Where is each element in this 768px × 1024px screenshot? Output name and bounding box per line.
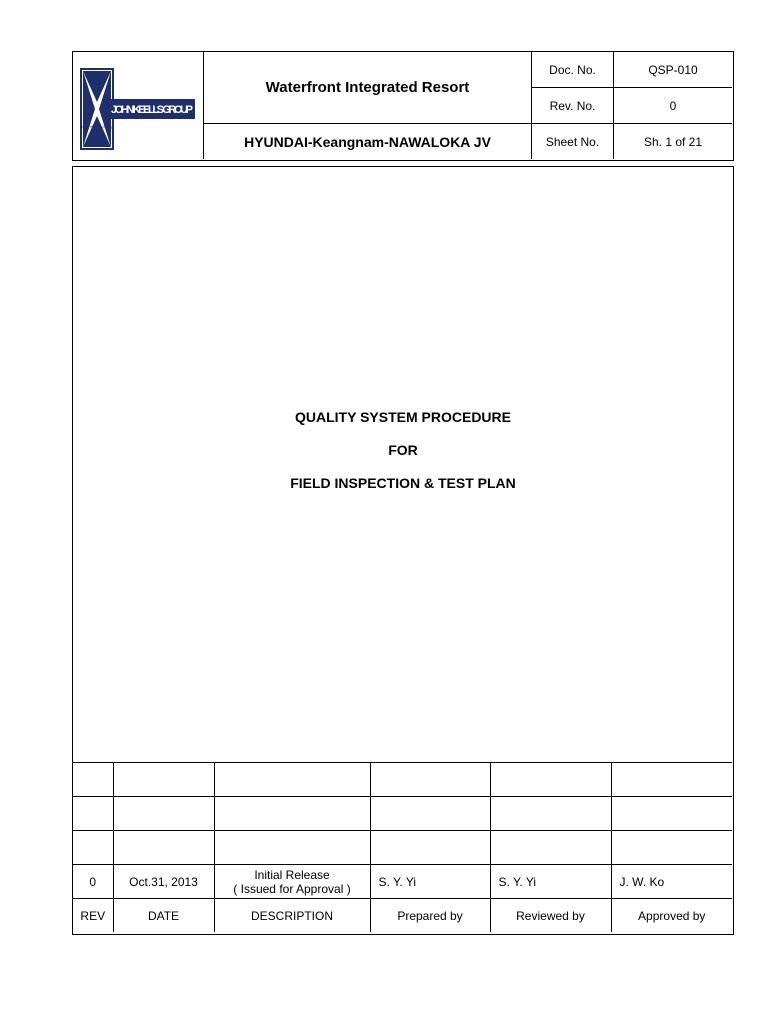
description-line-2: ( Issued for Approval ) bbox=[233, 881, 351, 896]
description-header: DESCRIPTION bbox=[214, 899, 370, 933]
approved-by-cell: J. W. Ko bbox=[611, 865, 732, 899]
doc-no-label: Doc. No. bbox=[532, 52, 614, 88]
approved-by-header: Approved by bbox=[611, 899, 732, 933]
title-line-1: QUALITY SYSTEM PROCEDURE bbox=[295, 409, 511, 425]
rev-no-value: 0 bbox=[614, 88, 732, 124]
sheet-no-value: Sh. 1 of 21 bbox=[643, 134, 703, 149]
revision-row bbox=[73, 865, 732, 899]
reviewed-by-cell: S. Y. Yi bbox=[490, 865, 611, 899]
rev-no-label: Rev. No. bbox=[532, 88, 614, 124]
date-header: DATE bbox=[113, 899, 214, 933]
prepared-by-header: Prepared by bbox=[370, 899, 490, 933]
date-cell: Oct.31, 2013 bbox=[113, 865, 214, 899]
logo-cell bbox=[73, 52, 204, 159]
revision-empty-row bbox=[73, 797, 732, 831]
reviewed-by-header: Reviewed by bbox=[490, 899, 611, 933]
prepared-by-cell: S. Y. Yi bbox=[370, 865, 490, 899]
logo-subtext: John Keells Group bbox=[80, 124, 114, 129]
document-header bbox=[72, 51, 734, 161]
title-line-3: FIELD INSPECTION & TEST PLAN bbox=[290, 475, 516, 491]
document-title bbox=[73, 409, 733, 508]
description-cell bbox=[214, 865, 370, 899]
revision-empty-row bbox=[73, 831, 732, 865]
revision-table bbox=[73, 762, 732, 932]
rev-cell: 0 bbox=[73, 865, 113, 899]
logo-text: JOHN KEELLS GROUP bbox=[111, 104, 193, 116]
sheet-no-label: Sheet No. bbox=[532, 124, 614, 159]
rev-header: REV bbox=[73, 899, 113, 933]
doc-no-value: QSP-010 bbox=[614, 52, 732, 88]
john-keells-logo bbox=[79, 66, 197, 152]
project-title: Waterfront Integrated Resort bbox=[204, 52, 532, 124]
contractor-name: HYUNDAI-Keangnam-NAWALOKA JV bbox=[204, 124, 532, 159]
description-line-1: Initial Release bbox=[254, 867, 330, 882]
revision-empty-row bbox=[73, 763, 732, 797]
revision-header-row bbox=[73, 899, 732, 933]
title-line-2: FOR bbox=[388, 442, 418, 458]
document-body bbox=[72, 166, 734, 935]
